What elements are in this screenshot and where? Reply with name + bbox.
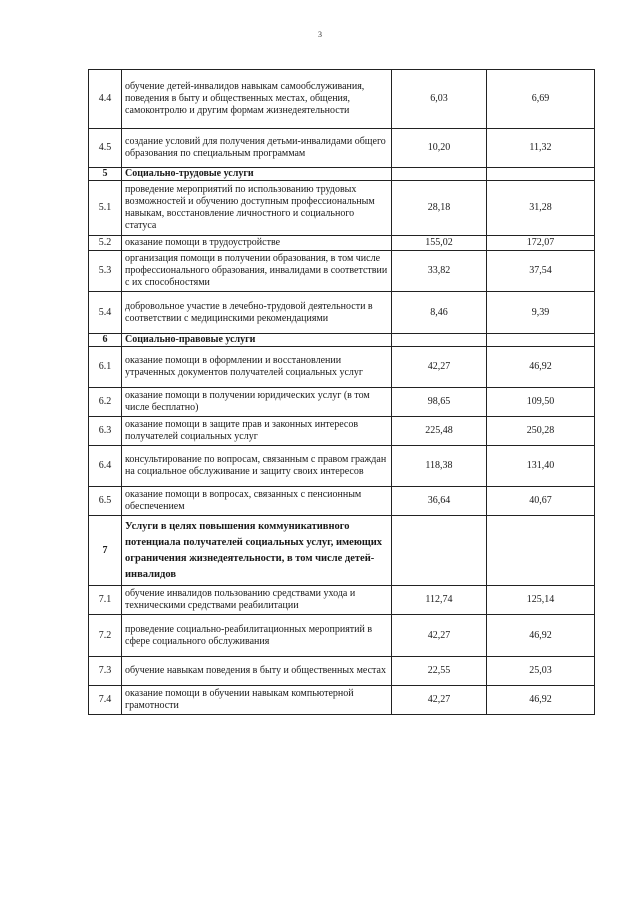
tariff-value-2: 131,40 [487, 446, 595, 487]
tariff-value-2: 172,07 [487, 236, 595, 251]
tariff-value-1: 98,65 [392, 388, 487, 417]
service-name: создание условий для получения детьми-инвалидами общего образования по специальным программам [122, 129, 392, 168]
tariff-value-1: 42,27 [392, 615, 487, 657]
service-name: оказание помощи в получении юридических услуг (в том числе бесплатно) [122, 388, 392, 417]
service-name: оказание помощи в защите прав и законных интересов получателей социальных услуг [122, 417, 392, 446]
tariff-value-2: 40,67 [487, 487, 595, 516]
service-name: оказание помощи в трудоустройстве [122, 236, 392, 251]
service-name: оказание помощи в вопросах, связанных с пенсионным обеспечением [122, 487, 392, 516]
row-number: 4.4 [89, 70, 122, 129]
row-number: 6.3 [89, 417, 122, 446]
tariff-value-1: 22,55 [392, 657, 487, 686]
section-title: Социально-правовые услуги [122, 334, 392, 347]
tariff-value-1: 118,38 [392, 446, 487, 487]
table-row [89, 129, 595, 168]
tariff-value-2: 46,92 [487, 615, 595, 657]
tariff-value-1: 155,02 [392, 236, 487, 251]
tariff-value-2: 46,92 [487, 686, 595, 715]
row-number: 5.4 [89, 292, 122, 334]
table-row [89, 586, 595, 615]
tariff-value-1 [392, 168, 487, 181]
row-number: 7.1 [89, 586, 122, 615]
section-number: 6 [89, 334, 122, 347]
table-row [89, 417, 595, 446]
section-row [89, 334, 595, 347]
tariff-value-1: 33,82 [392, 251, 487, 292]
page-number: 3 [318, 30, 322, 39]
row-number: 5.1 [89, 181, 122, 236]
table-row [89, 292, 595, 334]
table-row [89, 236, 595, 251]
service-name: организация помощи в получении образования, в том числе профессионального образования, инвалидами в соответствии с их способностями [122, 251, 392, 292]
table-row [89, 657, 595, 686]
service-name: проведение мероприятий по использованию трудовых возможностей и обучению доступным профессиональным навыкам, восстановление личностного и социального статуса [122, 181, 392, 236]
row-number: 6.5 [89, 487, 122, 516]
section-title: Социально-трудовые услуги [122, 168, 392, 181]
tariff-value-1: 225,48 [392, 417, 487, 446]
row-number: 7.4 [89, 686, 122, 715]
row-number: 4.5 [89, 129, 122, 168]
section-number: 7 [89, 516, 122, 586]
row-number: 7.3 [89, 657, 122, 686]
table-row [89, 446, 595, 487]
tariff-value-1: 10,20 [392, 129, 487, 168]
tariff-value-1 [392, 334, 487, 347]
table-row [89, 251, 595, 292]
tariff-value-2 [487, 334, 595, 347]
service-name: оказание помощи в оформлении и восстановлении утраченных документов получателей социальных услуг [122, 347, 392, 388]
tariff-value-1: 112,74 [392, 586, 487, 615]
table-row [89, 487, 595, 516]
tariff-value-1: 36,64 [392, 487, 487, 516]
section-number: 5 [89, 168, 122, 181]
row-number: 6.4 [89, 446, 122, 487]
service-name: обучение навыкам поведения в быту и общественных местах [122, 657, 392, 686]
tariff-value-2: 109,50 [487, 388, 595, 417]
tariff-value-1 [392, 516, 487, 586]
section-row [89, 516, 595, 586]
tariff-value-2: 125,14 [487, 586, 595, 615]
row-number: 5.2 [89, 236, 122, 251]
tariff-value-2 [487, 516, 595, 586]
table-row [89, 615, 595, 657]
service-name: проведение социально-реабилитационных мероприятий в сфере социального обслуживания [122, 615, 392, 657]
tariff-value-1: 42,27 [392, 347, 487, 388]
tariff-value-2: 250,28 [487, 417, 595, 446]
tariff-value-1: 42,27 [392, 686, 487, 715]
tariff-value-1: 28,18 [392, 181, 487, 236]
row-number: 6.2 [89, 388, 122, 417]
tariff-value-2: 31,28 [487, 181, 595, 236]
tariff-value-2: 25,03 [487, 657, 595, 686]
table-row [89, 388, 595, 417]
table-row [89, 686, 595, 715]
tariff-table [88, 69, 595, 715]
service-name: обучение инвалидов пользованию средствами ухода и техническими средствами реабилитации [122, 586, 392, 615]
tariff-value-1: 8,46 [392, 292, 487, 334]
service-name: консультирование по вопросам, связанным с правом граждан на социальное обслуживание и защиту своих интересов [122, 446, 392, 487]
tariff-value-2: 6,69 [487, 70, 595, 129]
row-number: 7.2 [89, 615, 122, 657]
service-name: обучение детей-инвалидов навыкам самообслуживания, поведения в быту и общественных местах, общения, самоконтролю и другим формам жизнедеятельности [122, 70, 392, 129]
table-row [89, 347, 595, 388]
tariff-value-2: 46,92 [487, 347, 595, 388]
tariff-value-2 [487, 168, 595, 181]
tariff-value-2: 37,54 [487, 251, 595, 292]
row-number: 5.3 [89, 251, 122, 292]
table-row [89, 70, 595, 129]
section-row [89, 168, 595, 181]
row-number: 6.1 [89, 347, 122, 388]
service-name: оказание помощи в обучении навыкам компьютерной грамотности [122, 686, 392, 715]
section-title: Услуги в целях повышения коммуникативного потенциала получателей социальных услуг, имеющих ограничения жизнедеятельности, в том числе детей-инвалидов [122, 516, 392, 586]
tariff-value-1: 6,03 [392, 70, 487, 129]
table-row [89, 181, 595, 236]
tariff-value-2: 11,32 [487, 129, 595, 168]
service-name: добровольное участие в лечебно-трудовой деятельности в соответствии с медицинскими рекомендациями [122, 292, 392, 334]
tariff-value-2: 9,39 [487, 292, 595, 334]
